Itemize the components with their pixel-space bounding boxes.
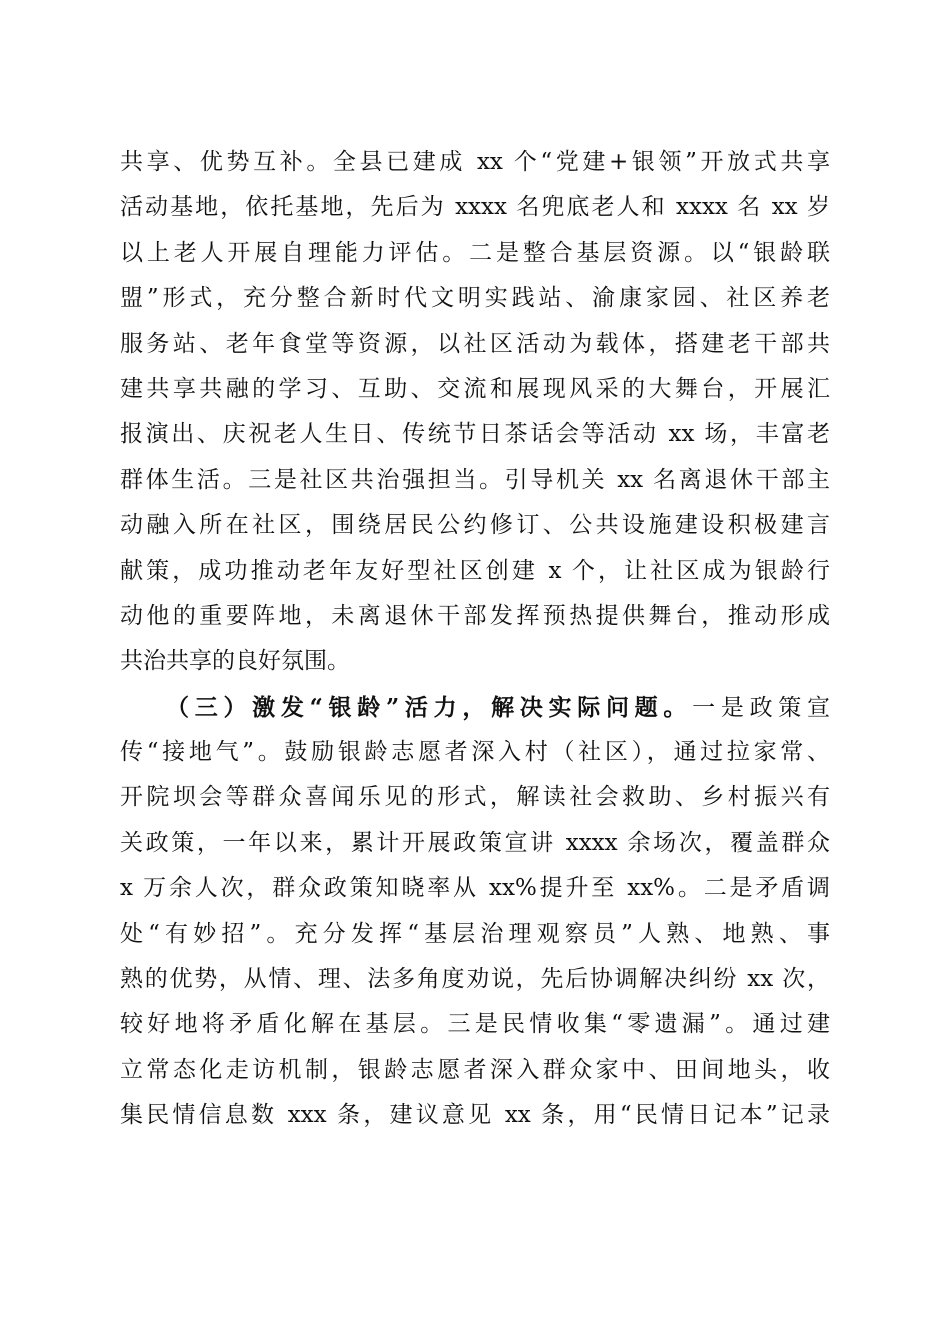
paragraph-1 (120, 140, 830, 685)
text-line: 报演出、庆祝老人生日、传统节日茶话会等活动 xx 场，丰富老 (120, 421, 830, 448)
heading-line-rest: 一是政策宣 (692, 694, 830, 721)
text-line: 立常态化走访机制，银龄志愿者深入群众家中、田间地头，收 (120, 1056, 830, 1083)
text-line: 熟的优势，从情、理、法多角度劝说，先后协调解决纠纷 xx 次， (120, 966, 830, 993)
section-heading: （三）激发“银龄”活力，解决实际问题。 (166, 693, 693, 721)
text-line: 群体生活。三是社区共治强担当。引导机关 xx 名离退休干部主 (120, 466, 830, 493)
text-line: 活动基地，依托基地，先后为 xxxx 名兜底老人和 xxxx 名 xx 岁 (120, 194, 830, 221)
text-line: 开院坝会等群众喜闻乐见的形式，解读社会救助、乡村振兴有 (120, 784, 830, 811)
text-line: 共治共享的良好氛围。 (120, 648, 350, 675)
text-line: 共享、优势互补。全县已建成 xx 个“党建+银领”开放式共享 (120, 149, 830, 175)
section-heading-line (120, 685, 830, 730)
text-line: 以上老人开展自理能力评估。二是整合基层资源。以“银龄联 (120, 239, 830, 266)
text-line: 较好地将矛盾化解在基层。三是民情收集“零遗漏”。通过建 (120, 1011, 830, 1038)
text-line: x 万余人次，群众政策知晓率从 xx%提升至 xx%。二是矛盾调 (120, 875, 830, 902)
body-text (120, 140, 830, 1139)
text-line: 传“接地气”。鼓励银龄志愿者深入村（社区），通过拉家常、 (120, 739, 830, 766)
text-line: 动他的重要阵地，未离退休干部发挥预热提供舞台，推动形成 (120, 602, 830, 629)
text-line: 服务站、老年食堂等资源，以社区活动为载体，搭建老干部共 (120, 330, 830, 357)
text-line: 动融入所在社区，围绕居民公约修订、公共设施建设积极建言 (120, 512, 830, 539)
text-line: 处“有妙招”。充分发挥“基层治理观察员”人熟、地熟、事 (120, 920, 830, 947)
paragraph-2 (120, 685, 830, 1139)
text-line: 关政策，一年以来，累计开展政策宣讲 xxxx 余场次，覆盖群众 (120, 829, 830, 856)
text-line: 集民情信息数 xxx 条，建议意见 xx 条，用“民情日记本”记录 (120, 1102, 830, 1129)
text-line: 盟”形式，充分整合新时代文明实践站、渝康家园、社区养老 (120, 285, 830, 312)
text-line: 献策，成功推动老年友好型社区创建 x 个，让社区成为银龄行 (120, 557, 830, 584)
text-line: 建共享共融的学习、互助、交流和展现风采的大舞台，开展汇 (120, 375, 830, 402)
